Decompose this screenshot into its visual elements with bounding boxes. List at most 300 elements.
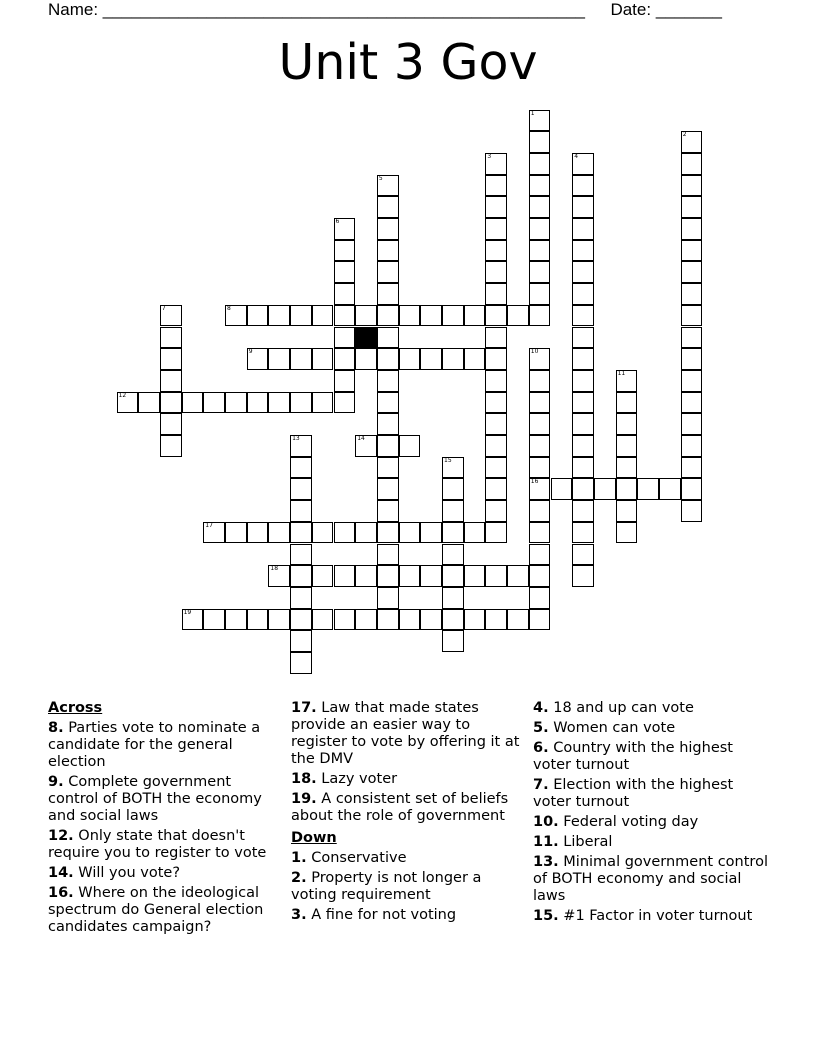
grid-cell[interactable] [399,435,421,457]
grid-cell[interactable] [485,565,507,587]
clue-number: 5. [533,720,549,736]
grid-cell[interactable] [334,609,356,631]
grid-cell[interactable] [572,283,594,305]
clue-number-label: 8 [227,304,231,312]
grid-cell[interactable] [529,305,551,327]
grid-cell[interactable] [290,392,312,414]
grid-cell[interactable] [681,305,703,327]
clue-text: A fine for not voting [306,907,457,923]
grid-cell[interactable] [355,609,377,631]
grid-cell[interactable] [377,587,399,609]
grid-cell[interactable] [529,413,551,435]
grid-cell[interactable] [529,175,551,197]
clue-text: Parties vote to nominate a candidate for the general election [48,720,261,770]
across-clue-list [48,720,283,936]
grid-cell[interactable] [485,305,507,327]
clue-number: 6. [533,740,549,756]
grid-cell[interactable] [616,457,638,479]
grid-cell[interactable] [334,240,356,262]
grid-cell[interactable] [247,305,269,327]
grid-cell[interactable] [681,392,703,414]
grid-cell[interactable] [377,327,399,349]
clue-text: Complete government control of BOTH the economy and social laws [48,774,262,824]
grid-cell[interactable] [399,522,421,544]
grid-cell[interactable] [485,175,507,197]
clue-text: Only state that doesn't require you to register to vote [48,828,267,861]
clue-item [291,850,523,867]
grid-cell[interactable] [529,522,551,544]
grid-cell[interactable] [529,240,551,262]
grid-cell[interactable] [160,327,182,349]
date-line[interactable]: _______ [655,0,722,19]
grid-cell[interactable] [485,457,507,479]
grid-cell[interactable] [312,392,334,414]
clue-text: Conservative [306,850,407,866]
grid-cell[interactable] [442,630,464,652]
clue-text: Country with the highest voter turnout [533,740,733,773]
grid-cell[interactable] [572,327,594,349]
clue-item [48,720,283,771]
grid-cell[interactable] [355,565,377,587]
grid-cell[interactable] [681,175,703,197]
clue-number: 7. [533,777,549,793]
grid-cell[interactable] [160,370,182,392]
clue-item [533,814,773,831]
grid-cell[interactable] [529,500,551,522]
down-heading: Down [291,830,337,846]
clue-text: Where on the ideological spectrum do General election candidates campaign? [48,885,264,935]
grid-cell[interactable] [485,327,507,349]
grid-cell[interactable] [485,370,507,392]
clue-item [291,700,523,768]
clue-number: 8. [48,720,64,736]
clue-number-label: 4 [574,152,579,160]
grid-cell[interactable] [290,457,312,479]
grid-cell[interactable] [334,522,356,544]
grid-cell[interactable] [182,392,204,414]
clue-number-label: 3 [487,152,492,160]
grid-cell[interactable] [377,348,399,370]
black-cell [355,327,377,349]
grid-cell[interactable] [442,478,464,500]
grid-cell[interactable] [681,478,703,500]
clues-column-1 [48,700,283,939]
grid-cell[interactable] [334,565,356,587]
clue-item [291,791,523,825]
grid-cell[interactable] [160,348,182,370]
clue-number-label: 1 [530,109,535,117]
grid-cell[interactable] [485,196,507,218]
grid-cell[interactable] [637,478,659,500]
grid-cell[interactable] [268,609,290,631]
grid-cell[interactable] [377,478,399,500]
clue-item [48,774,283,825]
clue-text: A consistent set of beliefs about the role of government [291,791,509,824]
grid-cell[interactable] [572,457,594,479]
grid-cell[interactable] [485,609,507,631]
clue-number-label: 14 [357,435,365,442]
clue-item [48,885,283,936]
grid-cell[interactable] [681,327,703,349]
grid-cell[interactable] [355,305,377,327]
clue-number-label: 12 [118,391,127,399]
clue-item [291,907,523,924]
clue-number-label: 13 [292,435,300,442]
grid-cell[interactable] [377,175,399,197]
grid-cell[interactable] [464,609,486,631]
clue-item [533,700,773,717]
grid-cell[interactable] [334,327,356,349]
grid-cell[interactable] [529,131,551,153]
grid-cell[interactable] [420,565,442,587]
grid-cell[interactable] [529,283,551,305]
page-title: Unit 3 Gov [278,34,538,91]
grid-cell[interactable] [572,413,594,435]
grid-cell[interactable] [529,110,551,132]
grid-cell[interactable] [268,565,290,587]
clue-number-label: 5 [378,174,383,182]
clue-number-label: 6 [335,218,340,225]
grid-cell[interactable] [572,544,594,566]
grid-cell[interactable] [268,348,290,370]
clue-number: 4. [533,700,549,716]
grid-cell[interactable] [464,348,486,370]
clue-number: 15. [533,908,559,924]
grid-cell[interactable] [355,522,377,544]
grid-cell[interactable] [572,175,594,197]
clue-number-label: 2 [682,131,687,139]
date-label: Date: [610,0,656,19]
grid-cell[interactable] [681,348,703,370]
grid-cell[interactable] [616,500,638,522]
clue-item [533,854,773,905]
clue-item [48,865,283,882]
grid-cell[interactable] [420,348,442,370]
clue-number-label: 17 [205,521,213,529]
grid-cell[interactable] [442,500,464,522]
grid-cell[interactable] [507,565,529,587]
grid-cell[interactable] [268,305,290,327]
grid-cell[interactable] [572,348,594,370]
grid-cell[interactable] [485,153,507,175]
clue-number: 16. [48,885,74,901]
grid-cell[interactable] [268,392,290,414]
clue-text: Women can vote [548,720,676,736]
clue-text: 18 and up can vote [548,700,694,716]
grid-cell[interactable] [616,522,638,544]
grid-cell[interactable] [485,240,507,262]
grid-cell[interactable] [268,522,290,544]
name-label: Name: [48,0,103,19]
grid-cell[interactable] [681,283,703,305]
across-heading: Across [48,700,103,716]
grid-cell[interactable] [507,609,529,631]
clue-number-label: 10 [530,348,539,356]
grid-cell[interactable] [225,392,247,414]
grid-cell[interactable] [616,435,638,457]
grid-cell[interactable] [485,283,507,305]
grid-cell[interactable] [355,435,377,457]
grid-cell[interactable] [681,435,703,457]
grid-cell[interactable] [399,609,421,631]
clue-text: Law that made states provide an easier way to register to vote by offering it at the DMV [291,700,520,767]
across-clue-list-continued [291,700,523,825]
grid-cell[interactable] [225,609,247,631]
grid-cell[interactable] [117,392,139,414]
grid-cell[interactable] [485,478,507,500]
grid-cell[interactable] [572,196,594,218]
grid-cell[interactable] [572,370,594,392]
grid-cell[interactable] [572,240,594,262]
grid-cell[interactable] [377,457,399,479]
grid-cell[interactable] [529,153,551,175]
grid-cell[interactable] [507,305,529,327]
clues-column-3 [533,700,773,928]
grid-cell[interactable] [312,522,334,544]
grid-cell[interactable] [247,522,269,544]
grid-cell[interactable] [572,478,594,500]
grid-cell[interactable] [290,544,312,566]
grid-cell[interactable] [203,609,225,631]
grid-cell[interactable] [377,609,399,631]
grid-cell[interactable] [377,370,399,392]
clue-text: Will you vote? [73,865,181,881]
grid-cell[interactable] [377,392,399,414]
grid-cell[interactable] [442,348,464,370]
grid-cell[interactable] [203,522,225,544]
grid-cell[interactable] [572,500,594,522]
grid-cell[interactable] [616,413,638,435]
grid-cell[interactable] [442,565,464,587]
grid-cell[interactable] [377,240,399,262]
grid-cell[interactable] [334,305,356,327]
clue-text: Lazy voter [316,771,398,787]
grid-cell[interactable] [225,305,247,327]
clue-text: Liberal [558,834,613,850]
clue-number-label: 9 [248,348,253,356]
grid-cell[interactable] [247,392,269,414]
clue-text: Property is not longer a voting requirement [291,870,482,903]
grid-cell[interactable] [442,587,464,609]
down-clue-list [291,850,523,924]
grid-cell[interactable] [529,435,551,457]
grid-cell[interactable] [160,305,182,327]
grid-cell[interactable] [681,131,703,153]
grid-cell[interactable] [138,392,160,414]
grid-cell[interactable] [616,478,638,500]
grid-cell[interactable] [247,348,269,370]
clue-number: 10. [533,814,559,830]
grid-cell[interactable] [334,283,356,305]
grid-cell[interactable] [681,457,703,479]
grid-cell[interactable] [485,413,507,435]
grid-cell[interactable] [290,348,312,370]
clue-number-label: 15 [444,456,452,464]
down-clue-list-continued [533,700,773,925]
grid-cell[interactable] [334,261,356,283]
grid-cell[interactable] [529,261,551,283]
grid-cell[interactable] [290,652,312,674]
grid-cell[interactable] [485,522,507,544]
grid-cell[interactable] [290,305,312,327]
grid-cell[interactable] [290,609,312,631]
grid-cell[interactable] [182,609,204,631]
grid-cell[interactable] [572,522,594,544]
grid-cell[interactable] [464,305,486,327]
grid-cell[interactable] [529,370,551,392]
grid-cell[interactable] [312,348,334,370]
grid-cell[interactable] [377,305,399,327]
grid-cell[interactable] [551,478,573,500]
grid-cell[interactable] [442,522,464,544]
grid-cell[interactable] [529,348,551,370]
grid-cell[interactable] [442,544,464,566]
clue-number: 14. [48,865,74,881]
grid-cell[interactable] [681,153,703,175]
clue-text: Election with the highest voter turnout [533,777,734,810]
grid-cell[interactable] [485,218,507,240]
grid-cell[interactable] [572,565,594,587]
grid-cell[interactable] [312,565,334,587]
grid-cell[interactable] [572,435,594,457]
grid-cell[interactable] [247,609,269,631]
clue-number: 9. [48,774,64,790]
clue-item [533,740,773,774]
grid-cell[interactable] [485,348,507,370]
grid-cell[interactable] [160,392,182,414]
grid-cell[interactable] [399,565,421,587]
grid-cell[interactable] [529,587,551,609]
clue-number: 13. [533,854,559,870]
grid-cell[interactable] [572,153,594,175]
clue-text: #1 Factor in voter turnout [558,908,753,924]
grid-cell[interactable] [420,305,442,327]
grid-cell[interactable] [203,392,225,414]
grid-cell[interactable] [160,413,182,435]
grid-cell[interactable] [464,522,486,544]
grid-cell[interactable] [312,609,334,631]
grid-cell[interactable] [377,435,399,457]
grid-cell[interactable] [485,392,507,414]
grid-cell[interactable] [529,196,551,218]
clue-number-label: 11 [617,369,626,377]
grid-cell[interactable] [290,500,312,522]
grid-cell[interactable] [377,261,399,283]
clue-item [48,828,283,862]
grid-cell[interactable] [529,544,551,566]
clue-item [291,870,523,904]
grid-cell[interactable] [355,348,377,370]
grid-cell[interactable] [290,630,312,652]
grid-cell[interactable] [659,478,681,500]
grid-cell[interactable] [485,261,507,283]
grid-cell[interactable] [377,413,399,435]
grid-cell[interactable] [529,218,551,240]
clue-number-label: 16 [530,478,539,486]
grid-cell[interactable] [420,522,442,544]
clue-item [291,771,523,788]
grid-cell[interactable] [681,413,703,435]
grid-cell[interactable] [334,370,356,392]
grid-cell[interactable] [312,305,334,327]
grid-cell[interactable] [399,305,421,327]
grid-cell[interactable] [442,305,464,327]
grid-cell[interactable] [377,544,399,566]
clue-number: 12. [48,828,74,844]
grid-cell[interactable] [377,218,399,240]
clue-number: 19. [291,791,317,807]
clue-number: 3. [291,907,307,923]
clue-text: Federal voting day [558,814,699,830]
clue-number: 2. [291,870,307,886]
clues-column-2 [291,700,523,927]
grid-cell[interactable] [377,196,399,218]
grid-cell[interactable] [290,478,312,500]
clue-number: 1. [291,850,307,866]
grid-cell[interactable] [420,609,442,631]
clue-item [533,720,773,737]
grid-cell[interactable] [377,522,399,544]
name-line[interactable]: ___________________________________________________ [102,0,585,19]
clue-item [533,834,773,851]
grid-cell[interactable] [529,478,551,500]
grid-cell[interactable] [334,392,356,414]
clue-item [533,777,773,811]
grid-cell[interactable] [681,500,703,522]
grid-cell[interactable] [572,218,594,240]
grid-cell[interactable] [334,218,356,240]
grid-cell[interactable] [399,348,421,370]
grid-cell[interactable] [681,240,703,262]
grid-cell[interactable] [681,370,703,392]
grid-cell[interactable] [485,500,507,522]
grid-cell[interactable] [681,196,703,218]
grid-cell[interactable] [160,435,182,457]
grid-cell[interactable] [572,392,594,414]
grid-cell[interactable] [225,522,247,544]
grid-cell[interactable] [594,478,616,500]
grid-cell[interactable] [681,261,703,283]
grid-cell[interactable] [442,457,464,479]
grid-cell[interactable] [377,565,399,587]
clue-number: 11. [533,834,559,850]
grid-cell[interactable] [529,392,551,414]
grid-cell[interactable] [529,609,551,631]
grid-cell[interactable] [290,522,312,544]
clue-number: 17. [291,700,317,716]
grid-cell[interactable] [290,587,312,609]
grid-cell[interactable] [485,435,507,457]
grid-cell[interactable] [290,435,312,457]
grid-cell[interactable] [572,261,594,283]
grid-cell[interactable] [616,392,638,414]
grid-cell[interactable] [377,283,399,305]
grid-cell[interactable] [529,457,551,479]
grid-cell[interactable] [290,565,312,587]
grid-cell[interactable] [616,370,638,392]
grid-cell[interactable] [377,500,399,522]
grid-cell[interactable] [529,565,551,587]
clue-number-label: 18 [270,565,279,573]
grid-cell[interactable] [442,609,464,631]
grid-cell[interactable] [464,565,486,587]
grid-cell[interactable] [572,305,594,327]
grid-cell[interactable] [681,218,703,240]
grid-cell[interactable] [334,348,356,370]
clue-number: 18. [291,771,317,787]
clue-item [533,908,773,925]
clue-number-label: 19 [183,608,192,616]
